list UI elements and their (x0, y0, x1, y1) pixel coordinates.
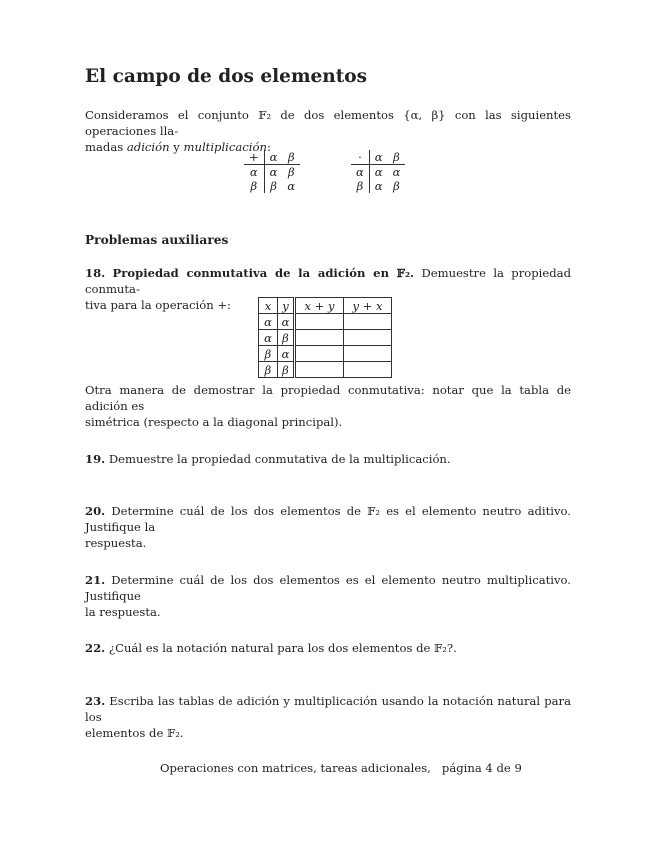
grid-cell-y: β (278, 362, 295, 378)
intro-multiplicacion: multiplicación (183, 140, 267, 154)
grid-header-x-plus-y: x + y (295, 298, 344, 314)
intro-line2-mid: y (169, 140, 184, 154)
grid-cell-y: α (278, 346, 295, 362)
grid-cell-x-plus-y (295, 362, 344, 378)
grid-row (259, 330, 392, 346)
grid-cell-x-plus-y (295, 346, 344, 362)
intro-adicion: adición (126, 140, 170, 154)
page-footer (160, 761, 522, 775)
multiplication-table-cell: α (374, 165, 383, 179)
grid-cell-y-plus-x (344, 330, 392, 346)
problem-23-line1: Escriba las tablas de adición y multiplicación usando la notación natural para los (85, 694, 571, 724)
grid-cell-y-plus-x (344, 314, 392, 330)
problem-19-text: Demuestre la propiedad conmutativa de la multiplicación. (105, 452, 451, 466)
problem-23-number: 23. (85, 694, 106, 708)
grid-header-y-plus-x: y + x (344, 298, 392, 314)
grid-cell-x: β (259, 362, 278, 378)
grid-cell-x-plus-y (295, 330, 344, 346)
multiplication-table-cell: α (374, 179, 383, 193)
addition-table-cell: β (287, 165, 295, 179)
problem-18-text-line1: Demuestre la propiedad conmuta- (85, 266, 572, 296)
multiplication-table-row (351, 165, 405, 180)
multiplication-table-cell: α (392, 165, 401, 179)
grid-cell-x-plus-y (295, 314, 344, 330)
commutativity-grid (258, 297, 392, 378)
addition-table-col-alpha: α (264, 150, 282, 165)
problem-18-note (85, 382, 571, 430)
addition-table-row-label: α (244, 165, 264, 180)
grid-header-row (259, 298, 392, 314)
problem-22 (85, 640, 571, 656)
problem-21-line2: la respuesta. (85, 605, 161, 619)
problem-18-title: Propiedad conmutativa de la adición en 𝔽₂. (112, 266, 415, 280)
addition-table-header (244, 150, 300, 165)
grid-cell-y-plus-x (344, 346, 392, 362)
multiplication-table-row-label: α (351, 165, 369, 180)
footer-course: Operaciones con matrices, tareas adicionales, (160, 761, 431, 775)
grid-row (259, 346, 392, 362)
problem-21-line1: Determine cuál de los dos elementos es el elemento neutro multiplicativo. Justifique (85, 573, 571, 603)
problem-23-line2: elementos de 𝔽₂. (85, 726, 184, 740)
problem-18-number: 18. (85, 266, 106, 280)
section-title: El campo de dos elementos (85, 66, 368, 87)
intro-line2-post: : (266, 140, 271, 154)
problem-22-number: 22. (85, 641, 106, 655)
addition-table-cell: α (269, 165, 278, 179)
grid-cell-y-plus-x (344, 362, 392, 378)
problem-20-line2: respuesta. (85, 536, 147, 550)
addition-table-cell: α (287, 179, 296, 193)
problem-19-number: 19. (85, 452, 106, 466)
multiplication-table-col-beta: β (388, 150, 406, 165)
grid-row (259, 314, 392, 330)
aux-heading: Problemas auxiliares (85, 233, 229, 247)
problem-18-note-line2: simétrica (respecto a la diagonal principal). (85, 415, 343, 429)
problem-20-number: 20. (85, 504, 106, 518)
grid-row (259, 362, 392, 378)
problem-19 (85, 451, 571, 467)
addition-table-col-beta: β (282, 150, 300, 165)
addition-table-row (244, 165, 300, 180)
addition-table-operator: + (244, 150, 264, 165)
grid-cell-y: α (278, 314, 295, 330)
grid-header-x: x (259, 298, 278, 314)
problem-22-text: ¿Cuál es la notación natural para los dos elementos de 𝔽₂?. (105, 641, 457, 655)
footer-page-number: página 4 de 9 (441, 761, 522, 775)
multiplication-table-cell: β (393, 179, 400, 193)
multiplication-table-header (351, 150, 405, 165)
intro-paragraph (85, 107, 571, 155)
grid-cell-y: β (278, 330, 295, 346)
problem-20-line1: Determine cuál de los dos elementos de 𝔽₂ es el elemento neutro aditivo. Justifique la (85, 504, 571, 534)
problem-18-text-line2: tiva para la operación +: (85, 298, 231, 312)
grid-cell-x: β (259, 346, 278, 362)
problem-18-note-line1: Otra manera de demostrar la propiedad conmutativa: notar que la tabla de adición es (85, 383, 571, 413)
problem-21 (85, 572, 571, 620)
problem-23 (85, 693, 571, 741)
intro-line1: Consideramos el conjunto 𝔽₂ de dos elementos {α, β} con las siguientes operaciones lla- (85, 108, 571, 138)
grid-header-y: y (278, 298, 295, 314)
addition-table-row-label: β (244, 179, 264, 193)
problem-20 (85, 503, 571, 551)
grid-cell-x: α (259, 314, 278, 330)
multiplication-table-col-alpha: α (369, 150, 387, 165)
intro-line2-pre: madas (85, 140, 127, 154)
grid-cell-x: α (259, 330, 278, 346)
addition-table-cell: β (270, 179, 277, 193)
multiplication-table-row-label: β (351, 179, 369, 193)
multiplication-table-row (351, 179, 405, 193)
addition-table-row (244, 179, 300, 193)
addition-table (244, 150, 300, 193)
multiplication-table-operator: · (351, 150, 369, 165)
multiplication-table (351, 150, 405, 193)
problem-21-number: 21. (85, 573, 106, 587)
